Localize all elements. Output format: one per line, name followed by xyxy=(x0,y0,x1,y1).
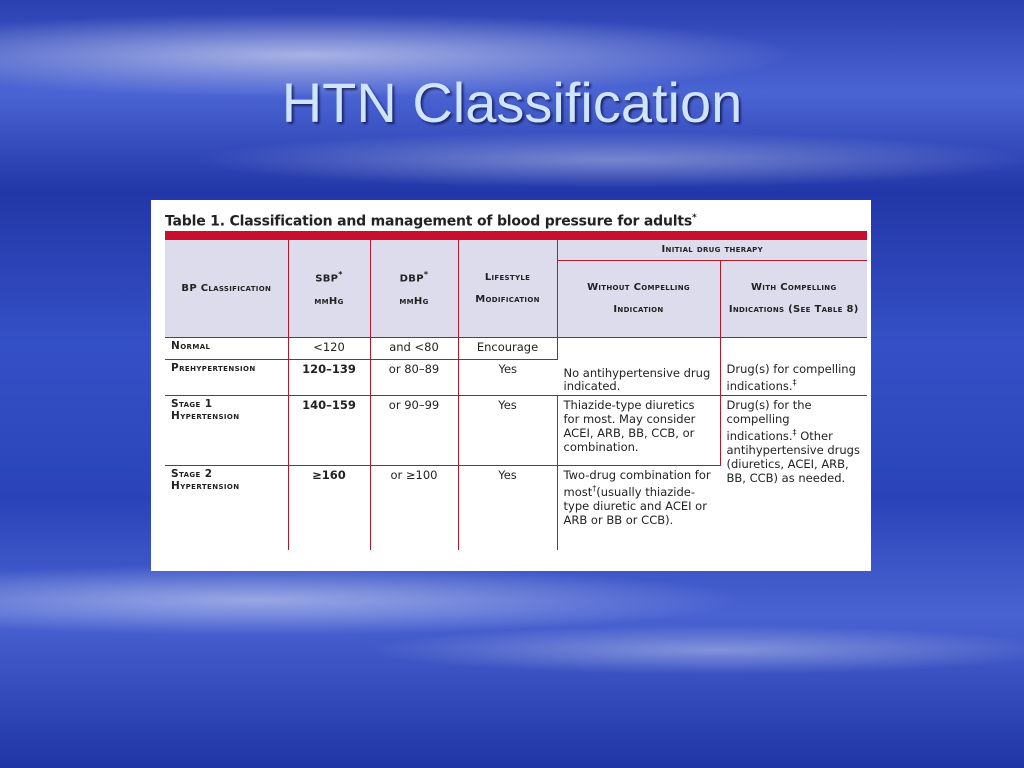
without-stage2 xyxy=(557,466,720,550)
header-sbp-mark: * xyxy=(338,270,343,280)
with-stages-mark: ‡ xyxy=(792,428,797,437)
header-dbp-mark: * xyxy=(423,270,429,280)
header-sbp-label: SBP xyxy=(315,273,339,285)
row-stage1-class: Stage 1 Hypertension xyxy=(165,396,288,466)
row-stage2-sbp: ≥160 xyxy=(288,466,370,550)
bp-table-image xyxy=(151,200,871,571)
header-sbp xyxy=(288,240,370,338)
row-prehtn-lifestyle: Yes xyxy=(458,360,557,396)
header-dbp-label: DBP xyxy=(399,273,424,285)
row-stage1-dbp: or 90–99 xyxy=(370,396,458,466)
header-bp-classification: BP Classification xyxy=(165,240,288,338)
header-initial-drug: Initial drug therapy xyxy=(557,240,867,261)
with-stages-text-a: Drug(s) for the compelling indications. xyxy=(726,398,812,443)
row-stage2-class: Stage 2 Hypertension xyxy=(165,466,288,550)
header-with: With Compelling Indications (See Table 8) xyxy=(720,261,867,338)
with-stages xyxy=(720,396,867,550)
row-stage2-dbp: or ≥100 xyxy=(370,466,458,550)
caption-rule xyxy=(165,231,867,240)
row-normal-class: Normal xyxy=(165,338,288,360)
slide-title: HTN Classification xyxy=(281,71,743,134)
without-normal-prehtn: No antihypertensive drug indicated. xyxy=(557,338,720,396)
header-sbp-unit: mmHg xyxy=(314,295,344,307)
bp-classification-table xyxy=(165,240,867,550)
caption-mark: * xyxy=(692,213,697,223)
with-normal-prehtn xyxy=(720,338,867,396)
with-normal-prehtn-text: Drug(s) for compelling indications. xyxy=(726,362,856,393)
table-caption xyxy=(165,213,697,230)
header-dbp-unit: mmHg xyxy=(399,295,429,307)
row-stage2-lifestyle: Yes xyxy=(458,466,557,550)
header-dbp xyxy=(370,240,458,338)
without-stage2-mark: † xyxy=(592,484,597,493)
with-stages-text-b: Other antihypertensive drugs (diuretics, ACEI, ARB, BB, CCB) as needed. xyxy=(726,428,860,485)
row-prehtn-sbp: 120–139 xyxy=(288,360,370,396)
row-normal-sbp: <120 xyxy=(288,338,370,360)
row-normal-lifestyle: Encourage xyxy=(458,338,557,360)
caption-text: Table 1. Classification and management of blood pressure for adults xyxy=(165,213,692,230)
row-stage1-sbp: 140–159 xyxy=(288,396,370,466)
row-stage1-lifestyle: Yes xyxy=(458,396,557,466)
row-prehtn-dbp: or 80–89 xyxy=(370,360,458,396)
row-prehtn-class: Prehypertension xyxy=(165,360,288,396)
with-normal-prehtn-mark: ‡ xyxy=(792,378,797,388)
without-stage1: Thiazide-type diuretics for most. May consider ACEI, ARB, BB, CCB, or combination. xyxy=(557,396,720,466)
header-without: Without Compelling Indication xyxy=(557,261,720,338)
without-stage2-text-b: (usually thiazide-type diuretic and ACEI or ARB or BB or CCB). xyxy=(563,484,707,527)
header-lifestyle: Lifestyle Modification xyxy=(458,240,557,338)
row-normal-dbp: and <80 xyxy=(370,338,458,360)
without-stage2-text-a: Two-drug combination for most xyxy=(563,468,711,499)
